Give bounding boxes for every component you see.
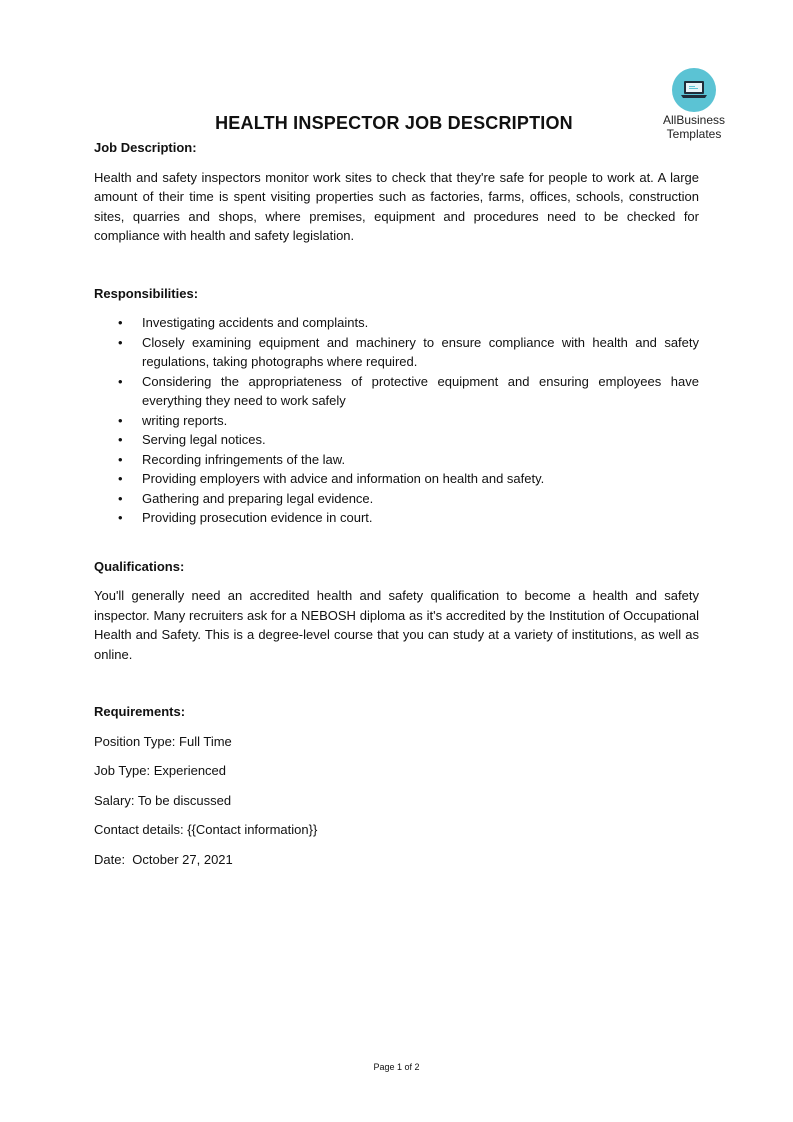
list-item: • Providing prosecution evidence in court. <box>94 508 699 528</box>
list-item: • Considering the appropriateness of protective equipment and ensuring employees have everything they need to work safely <box>118 373 699 408</box>
list-item: • Investigating accidents and complaints. <box>94 313 699 333</box>
bullet-icon: • <box>118 490 123 506</box>
list-item: • Serving legal notices. <box>94 430 699 450</box>
qualifications-heading: Qualifications: <box>94 558 185 574</box>
job-type: Job Type: Experienced <box>94 763 227 778</box>
bullet-icon: • <box>118 373 123 389</box>
contact-details: Contact details: {{Contact information}} <box>94 822 318 837</box>
list-item: • Closely examining equipment and machinery to ensure compliance with health and safety regulations, taking photographs where required. <box>118 334 699 369</box>
laptop-icon <box>672 68 716 112</box>
logo-text-line1: AllBusiness <box>662 113 726 127</box>
list-item: • Recording infringements of the law. <box>94 450 699 470</box>
date: Date: October 27, 2021 <box>94 851 233 867</box>
page-number: Page 1 of 2 <box>373 1062 420 1072</box>
requirements-heading: Requirements: <box>94 704 186 719</box>
bullet-icon: • <box>118 432 123 447</box>
job-description-text: Health and safety inspectors monitor work sites to check that they're safe for people to work at. A large amount of their time is spent visiting properties such as factories, farms, offices, schools, construction sites, quarries and shops, where premises, equipment and procedures need to be checked for compliance with health and safety legislation. <box>94 169 699 243</box>
logo-text-line2: Templates <box>666 127 722 141</box>
list-item: • writing reports. <box>94 411 699 431</box>
job-description-heading: Job Description: <box>94 140 197 155</box>
document-body <box>94 138 699 869</box>
list-item: • Gathering and preparing legal evidence. <box>94 489 699 509</box>
bullet-icon: • <box>118 315 123 330</box>
position-type: Position Type: Full Time <box>94 733 232 749</box>
bullet-icon: • <box>118 412 123 428</box>
responsibilities-heading: Responsibilities: <box>94 285 199 301</box>
bullet-icon: • <box>118 471 123 486</box>
bullet-icon: • <box>118 510 123 525</box>
list-item: • Providing employers with advice and information on health and safety. <box>94 469 699 489</box>
bullet-icon: • <box>118 334 123 350</box>
responsibilities-list <box>94 313 699 528</box>
salary: Salary: To be discussed <box>94 792 232 808</box>
document-title: HEALTH INSPECTOR JOB DESCRIPTION <box>215 113 573 133</box>
bullet-icon: • <box>118 451 123 467</box>
qualifications-text: You'll generally need an accredited health and safety qualification to become a health and safety inspector. Many recruiters ask for a NEBOSH diploma as it's accredited by the Institution of Occupational Health and Safety. This is a degree-level course that you can study at a variety of institutions, as well as online. <box>94 588 699 662</box>
